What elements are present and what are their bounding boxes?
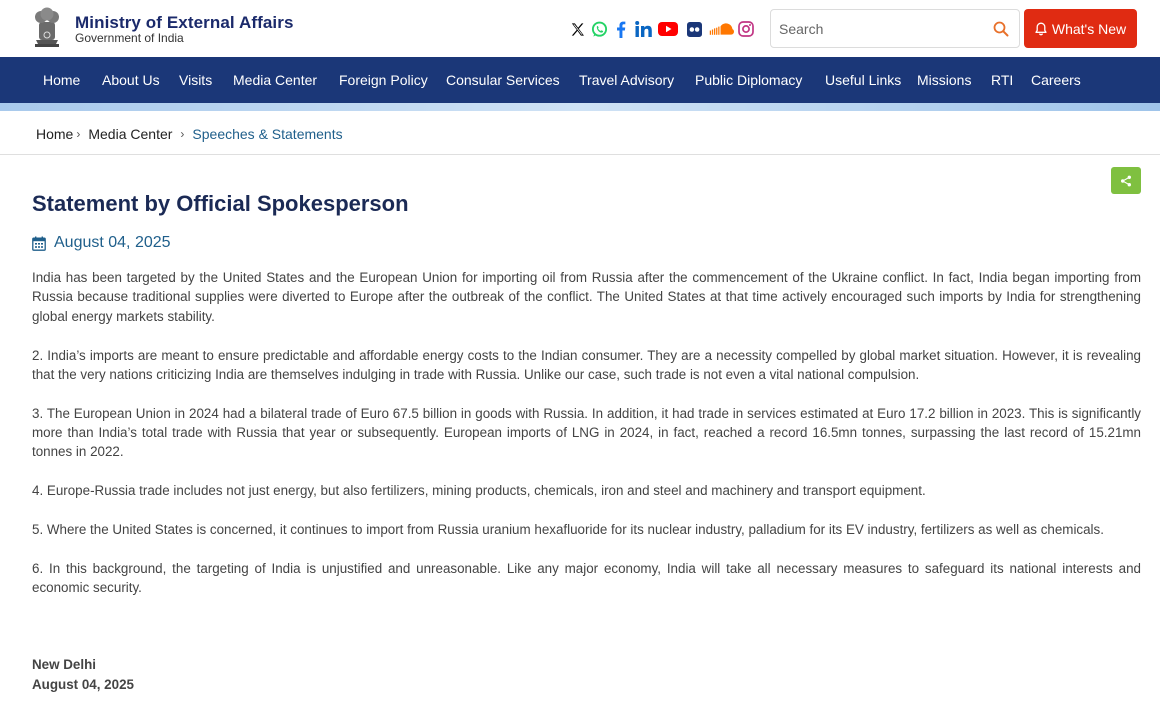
nav-item-visits[interactable]: Visits [179,72,213,88]
instagram-icon[interactable] [736,18,756,40]
signature-date: August 04, 2025 [32,677,134,692]
article-paragraph: 5. Where the United States is concerned, it continues to import from Russia uranium hexafluoride for its nuclear industry, palladium for its EV industry, fertilizers as well as chemicals. [32,521,1104,537]
flickr-icon[interactable] [681,18,707,40]
national-emblem-logo[interactable] [30,4,64,54]
nav-item-foreign-policy[interactable]: Foreign Policy [339,72,428,88]
share-button[interactable] [1111,167,1141,194]
chevron-right-icon: › [180,127,185,141]
whats-new-label: What's New [1051,20,1127,37]
soundcloud-icon[interactable] [707,18,736,40]
article-date [32,234,171,252]
nav-item-missions[interactable]: Missions [917,72,972,88]
brand-subtitle: Government of India [75,31,184,45]
search-input[interactable] [779,18,979,40]
youtube-icon[interactable] [655,18,681,40]
breadcrumb-current: Speeches & Statements [192,126,343,142]
page-title: Statement by Official Spokesperson [32,191,409,216]
nav-accent-strip [0,103,1160,111]
nav-item-consular-services[interactable]: Consular Services [446,72,560,88]
main-nav [0,57,1160,103]
whats-new-button[interactable] [1024,9,1137,48]
social-links [566,17,756,41]
article-paragraph: India has been targeted by the United States and the European Union for importing oil from Russia after the commencement of the Ukraine conflict. In fact, India began importing from Russia because traditional supplies were diverted to Europe after the outbreak of the conflict. The United States at that time actively encouraged such imports by India for strengthening global energy markets stability. [32,270,1141,324]
brand-title: Ministry of External Affairs [75,13,294,32]
search-box [770,9,1020,48]
signature-place: New Delhi [32,657,96,672]
bell-icon [1035,22,1047,36]
search-icon[interactable] [993,21,1009,37]
nav-item-useful-links[interactable]: Useful Links [825,72,902,88]
article-paragraph: 6. In this background, the targeting of India is unjustified and unreasonable. Like any major economy, India will take all necessary measures to safeguard its national interests and economic security. [32,560,1141,595]
chevron-right-icon: › [76,127,81,141]
nav-item-media-center[interactable]: Media Center [233,72,318,88]
breadcrumb-media-center[interactable]: Media Center [88,126,173,142]
article-date-text: August 04, 2025 [54,234,171,251]
breadcrumb-home[interactable]: Home [36,126,74,142]
nav-item-about-us[interactable]: About Us [102,72,160,88]
nav-item-rti[interactable]: RTI [991,72,1014,88]
divider [0,154,1160,155]
article-paragraph: 4. Europe-Russia trade includes not just energy, but also fertilizers, mining products, chemicals, iron and steel and machinery and transport equipment. [32,483,926,499]
nav-item-travel-advisory[interactable]: Travel Advisory [579,72,675,88]
breadcrumb [36,124,343,144]
nav-item-public-diplomacy[interactable]: Public Diplomacy [695,72,803,88]
brand[interactable] [75,13,294,45]
article-body [32,268,1141,617]
share-icon [1120,175,1132,187]
calendar-icon [32,236,46,251]
whatsapp-icon[interactable] [588,18,611,40]
nav-item-home[interactable]: Home [43,72,81,88]
site-header [0,0,1160,57]
linkedin-icon[interactable] [631,18,655,40]
facebook-icon[interactable] [611,18,631,40]
signature-block [32,655,134,695]
article-paragraph: 3. The European Union in 2024 had a bilateral trade of Euro 67.5 billion in goods with Russia. In addition, it had trade in services estimated at Euro 17.2 billion in 2023. This is significantly more than India’s total trade with Russia that year or subsequently. European imports of LNG in 2024, in fact, reached a record 16.5mn tonnes, surpassing the last record of 15.21mn tonnes in 2022. [32,405,1141,460]
article-paragraph: 2. India’s imports are meant to ensure predictable and affordable energy costs to the Indian consumer. They are a necessity compelled by global market situation. However, it is revealing that the very nations criticizing India are themselves indulging in trade with Russia. Unlike our case, such trade is not even a vital national compulsion. [32,347,1141,382]
nav-item-careers[interactable]: Careers [1031,72,1081,88]
x-icon[interactable] [566,18,588,40]
